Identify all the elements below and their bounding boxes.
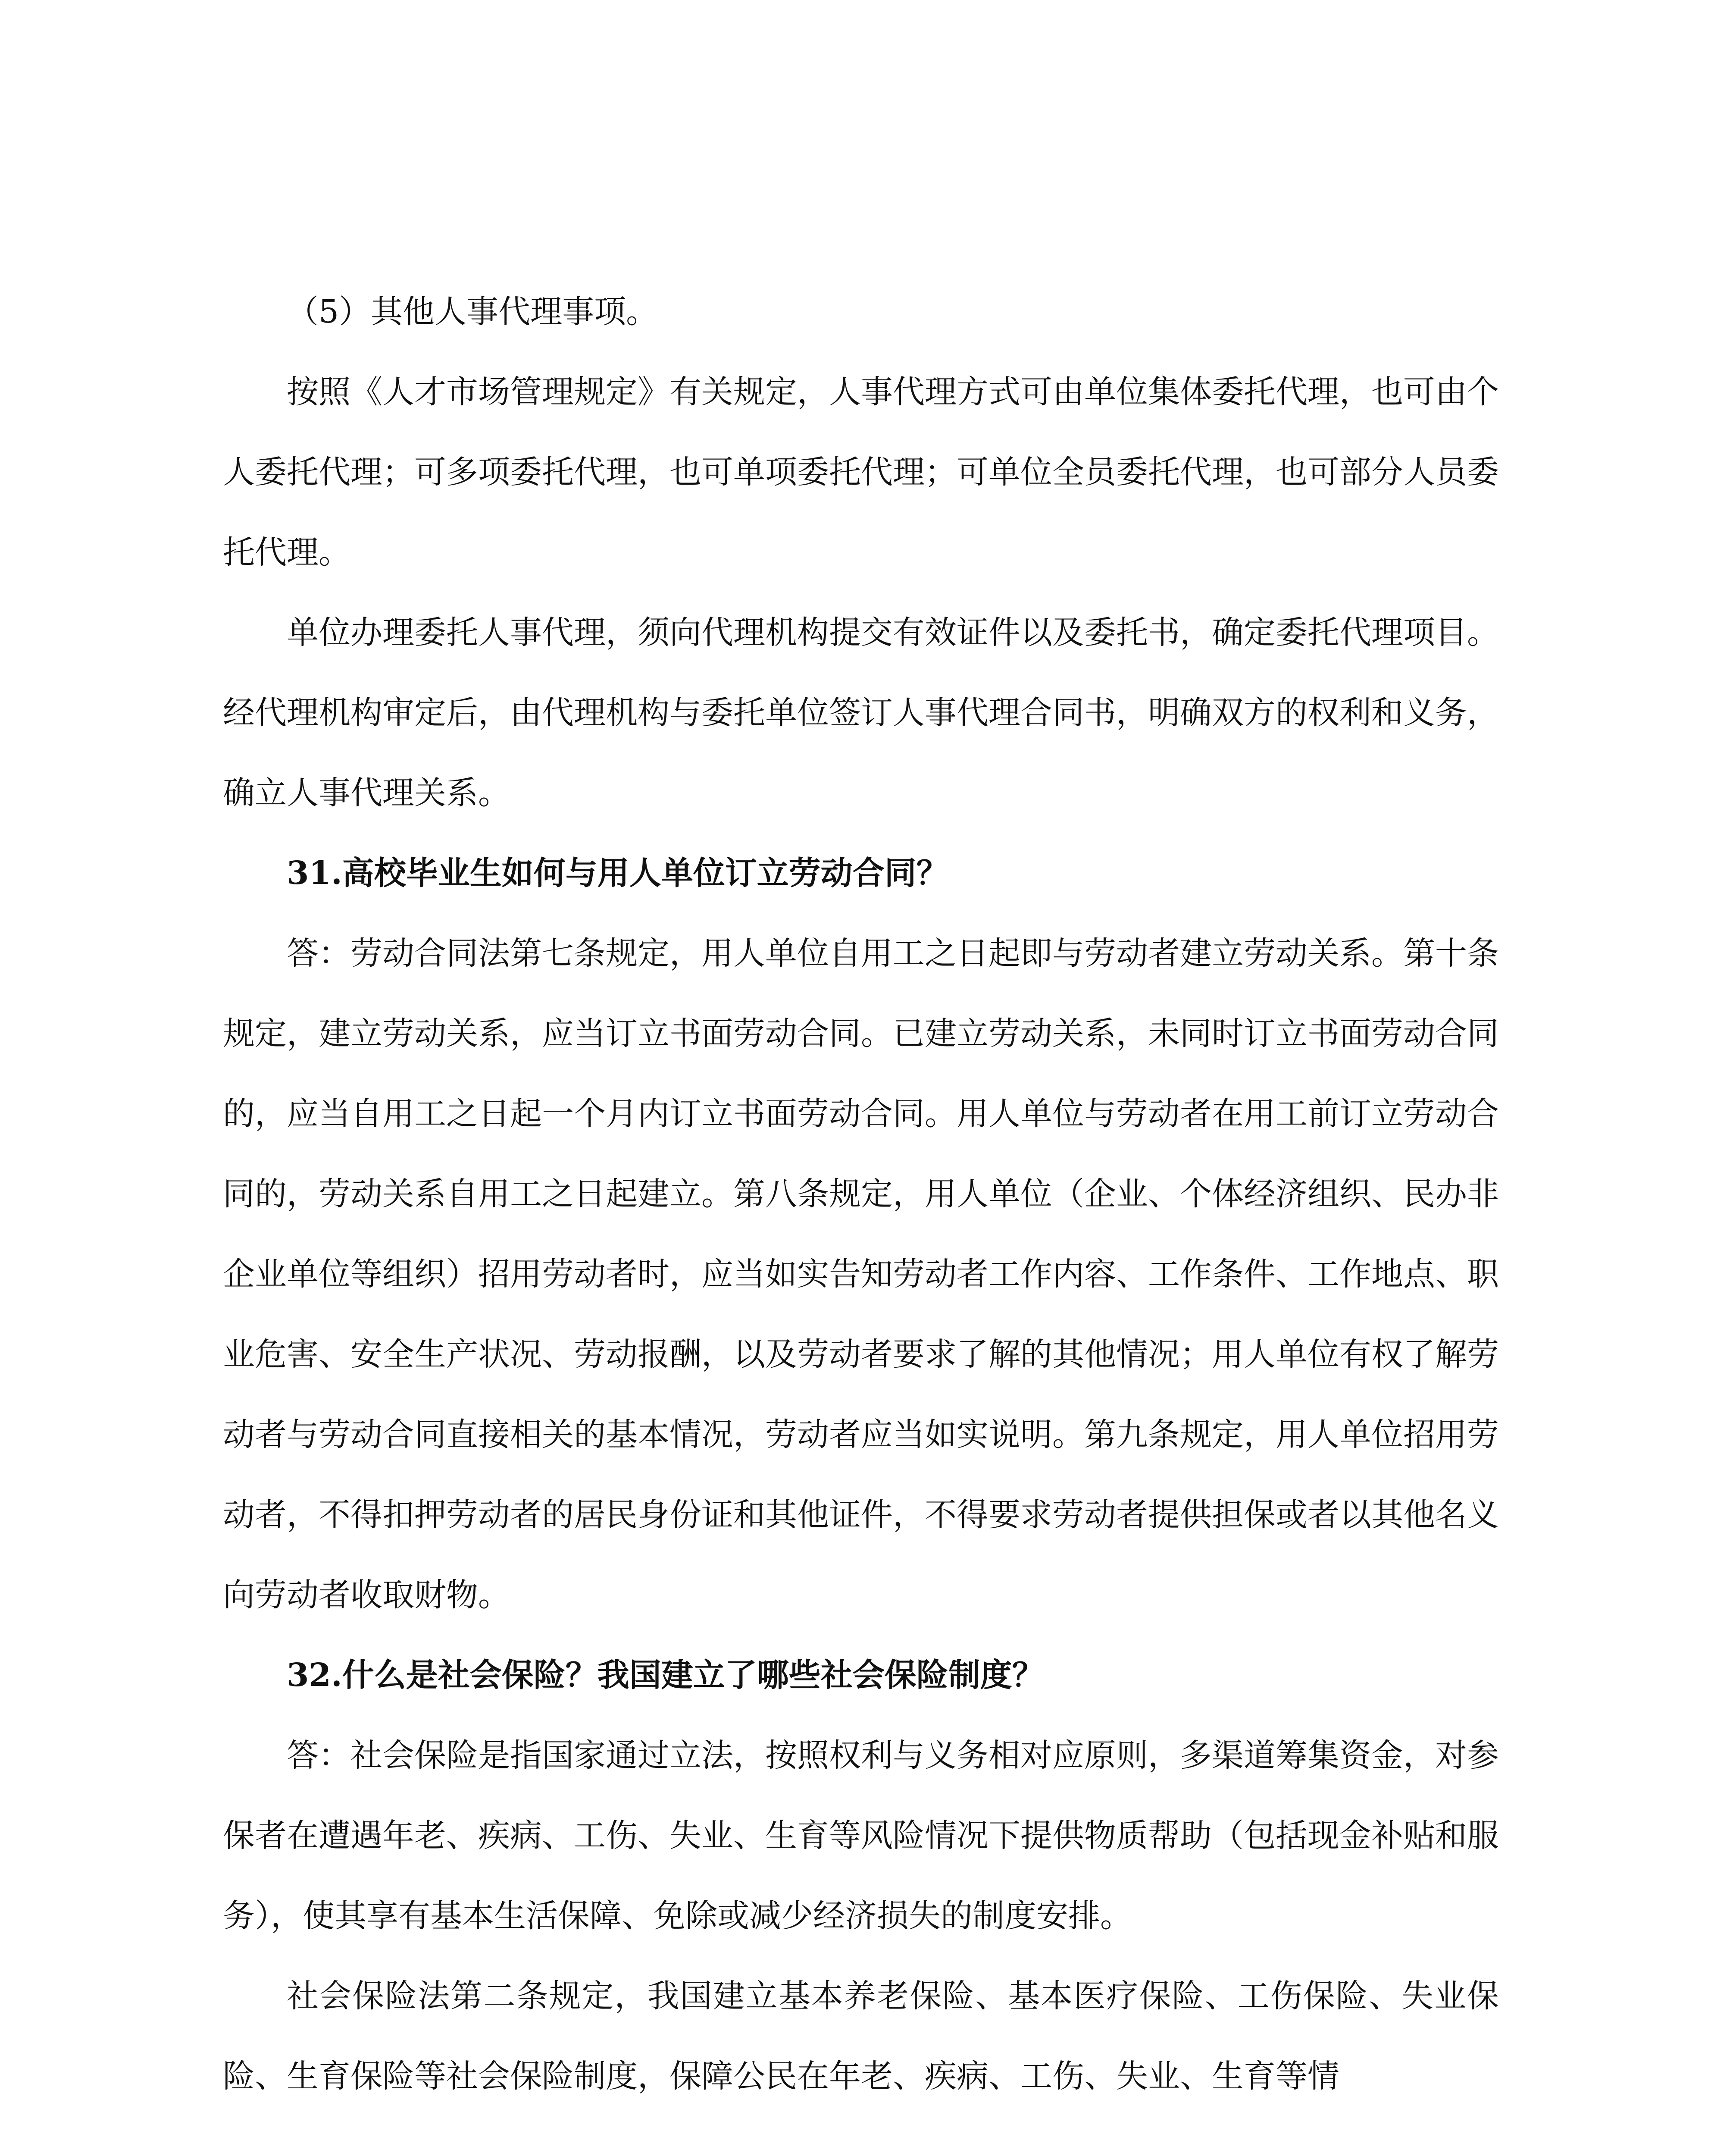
- paragraph-other-matters: （5）其他人事代理事项。: [287, 293, 658, 330]
- body-text: [223, 272, 1499, 2116]
- answer-paragraph-31: 答：劳动合同法第七条规定，用人单位自用工之日起即与劳动者建立劳动关系。第十条规定，建立劳动关系，应当订立书面劳动合同。已建立劳动关系，未同时订立书面劳动合同的，应当自用工之日起一个月内订立书面劳动合同。用人单位与劳动者在用工前订立劳动合同的，劳动关系自用工之日起建立。第八条规定，用人单位（企业、个体经济组织、民办非企业单位等组织）招用劳动者时，应当如实告知劳动者工作内容、工作条件、工作地点、职业危害、安全生产状况、劳动报酬，以及劳动者要求了解的其他情况；用人单位有权了解劳动者与劳动合同直接相关的基本情况，劳动者应当如实说明。第九条规定，用人单位招用劳动者，不得扣押劳动者的居民身份证和其他证件，不得要求劳动者提供担保或者以其他名义向劳动者收取财物。: [223, 935, 1499, 1614]
- answer-paragraph-32: 答：社会保险是指国家通过立法，按照权利与义务相对应原则，多渠道筹集资金，对参保者在遭遇年老、疾病、工伤、失业、生育等风险情况下提供物质帮助（包括现金补贴和服务），使其享有基本生活保障、免除或减少经济损失的制度安排。: [223, 1737, 1499, 1934]
- question-heading-32: 32.什么是社会保险？我国建立了哪些社会保险制度？: [287, 1657, 1044, 1694]
- paragraph-agency-methods: 按照《人才市场管理规定》有关规定，人事代理方式可由单位集体委托代理，也可由个人委托代理；可多项委托代理，也可单项委托代理；可单位全员委托代理，也可部分人员委托代理。: [223, 373, 1499, 571]
- paragraph-social-insurance-law: 社会保险法第二条规定，我国建立基本养老保险、基本医疗保险、工伤保险、失业保险、生育保险等社会保险制度，保障公民在年老、疾病、工伤、失业、生育等情: [223, 1977, 1499, 2095]
- paragraph-agency-procedure: 单位办理委托人事代理，须向代理机构提交有效证件以及委托书，确定委托代理项目。经代理机构审定后，由代理机构与委托单位签订人事代理合同书，明确双方的权利和义务，确立人事代理关系。: [223, 614, 1499, 812]
- question-heading-31: 31.高校毕业生如何与用人单位订立劳动合同？: [287, 855, 948, 892]
